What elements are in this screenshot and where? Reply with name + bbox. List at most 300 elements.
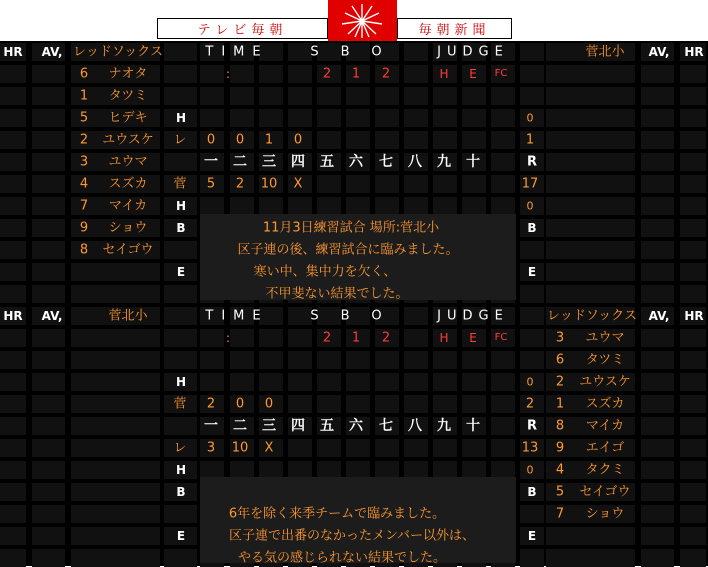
board-lamp-cell: [32, 461, 65, 479]
balls-label: B: [176, 221, 186, 235]
sbo-count: 2: [381, 66, 391, 82]
board-lamp-cell: [546, 263, 635, 281]
board-lamp-cell: [164, 43, 197, 61]
player-name: ナオタ: [108, 66, 148, 82]
balls-label: B: [527, 221, 537, 235]
inning-label: 四: [291, 154, 305, 170]
judge-label: JUDGE: [437, 44, 509, 60]
inning-score: 10: [260, 176, 278, 192]
av-label: AV,: [648, 309, 670, 323]
board-lamp-cell: [71, 549, 160, 567]
board-lamp-cell: [288, 65, 312, 83]
inning-label: 三: [262, 418, 276, 434]
board-lamp-cell: [491, 439, 515, 457]
batting-order-number: 6: [79, 66, 89, 82]
player-name: タツミ: [585, 352, 625, 368]
judge-indicator: H: [439, 331, 449, 345]
board-lamp-cell: [0, 439, 26, 457]
board-lamp-cell: [32, 109, 65, 127]
board-lamp-cell: [346, 131, 370, 149]
board-lamp-cell: [641, 351, 674, 369]
board-lamp-cell: [433, 351, 457, 369]
board-lamp-cell: [680, 131, 706, 149]
hits-count: 0: [526, 111, 534, 125]
board-lamp-cell: [71, 483, 160, 501]
board-lamp-cell: [32, 483, 65, 501]
board-lamp-cell: [546, 109, 635, 127]
board-lamp-cell: [404, 43, 428, 61]
board-lamp-cell: [0, 505, 26, 523]
board-lamp-cell: [230, 373, 254, 391]
board-lamp-cell: [491, 197, 515, 215]
inning-score: 1: [264, 132, 274, 148]
batting-order-number: 7: [79, 198, 89, 214]
board-lamp-cell: [259, 329, 283, 347]
board-lamp-cell: [32, 351, 65, 369]
board-lamp-cell: [164, 153, 197, 171]
board-lamp-cell: [164, 241, 197, 259]
board-lamp-cell: [641, 439, 674, 457]
board-lamp-cell: [200, 373, 224, 391]
board-lamp-cell: [0, 175, 26, 193]
board-lamp-cell: [641, 109, 674, 127]
message-line: 区子連の後、練習試合に臨みました。: [237, 242, 459, 258]
runs-label: R: [526, 154, 538, 170]
board-lamp-cell: [680, 373, 706, 391]
board-lamp-cell: [641, 65, 674, 83]
board-lamp-cell: [491, 417, 515, 435]
board-lamp-cell: [680, 153, 706, 171]
board-lamp-cell: [680, 285, 706, 303]
board-lamp-cell: [680, 65, 706, 83]
board-lamp-cell: [346, 109, 370, 127]
player-name: ショウ: [108, 220, 148, 236]
batting-order-number: 8: [555, 418, 565, 434]
team-abbr: レ: [173, 440, 187, 456]
board-lamp-cell: [404, 307, 428, 325]
board-lamp-cell: [546, 219, 635, 237]
banner-left: テレビ毎朝: [157, 18, 328, 39]
board-lamp-cell: [0, 153, 26, 171]
board-lamp-cell: [404, 131, 428, 149]
board-lamp-cell: [32, 175, 65, 193]
board-lamp-cell: [164, 417, 197, 435]
board-lamp-cell: [230, 329, 254, 347]
hr-label: HR: [3, 309, 23, 323]
board-lamp-cell: [317, 351, 341, 369]
board-lamp-cell: [520, 505, 544, 523]
inning-label: 七: [379, 154, 393, 170]
board-lamp-cell: [0, 329, 26, 347]
player-name: ショウ: [585, 506, 625, 522]
board-lamp-cell: [317, 175, 341, 193]
board-lamp-cell: [462, 109, 486, 127]
time-colon: :: [225, 67, 231, 81]
board-lamp-cell: [0, 461, 26, 479]
player-name: ユウスケ: [102, 132, 154, 148]
board-lamp-cell: [641, 505, 674, 523]
sbo-count: 2: [322, 330, 332, 346]
board-lamp-cell: [71, 329, 160, 347]
board-lamp-cell: [375, 351, 399, 369]
board-lamp-cell: [546, 549, 635, 567]
board-lamp-cell: [32, 153, 65, 171]
inning-score: 3: [206, 440, 216, 456]
team-abbr: レ: [173, 132, 187, 148]
board-lamp-cell: [346, 373, 370, 391]
board-lamp-cell: [71, 505, 160, 523]
board-lamp-cell: [0, 131, 26, 149]
board-lamp-cell: [317, 439, 341, 457]
board-lamp-cell: [520, 87, 544, 105]
sbo-count: 1: [351, 330, 361, 346]
inning-score: 0: [264, 396, 274, 412]
message-line: 11月3日練習試合 場所:菅北小: [262, 220, 440, 236]
player-name: ヒデキ: [108, 110, 148, 126]
team-abbr: 菅: [173, 176, 187, 192]
board-lamp-cell: [32, 527, 65, 545]
batting-order-number: 1: [555, 396, 565, 412]
board-lamp-cell: [546, 175, 635, 193]
board-lamp-cell: [641, 527, 674, 545]
board-lamp-cell: [462, 373, 486, 391]
errors-label: E: [527, 265, 537, 279]
inning-label: 六: [349, 154, 363, 170]
hr-label: HR: [684, 45, 704, 59]
board-lamp-cell: [404, 65, 428, 83]
board-lamp-cell: [346, 175, 370, 193]
board-lamp-cell: [71, 263, 160, 281]
board-lamp-cell: [491, 109, 515, 127]
inning-score: X: [264, 440, 274, 456]
board-lamp-cell: [375, 395, 399, 413]
player-name: タツミ: [108, 88, 148, 104]
board-lamp-cell: [491, 153, 515, 171]
board-lamp-cell: [288, 109, 312, 127]
player-name: タクミ: [585, 462, 625, 478]
board-lamp-cell: [32, 395, 65, 413]
board-lamp-cell: [0, 241, 26, 259]
runs-total: 13: [521, 440, 539, 456]
board-lamp-cell: [641, 131, 674, 149]
board-lamp-cell: [520, 307, 544, 325]
board-lamp-cell: [680, 549, 706, 567]
board-lamp-cell: [288, 329, 312, 347]
scoreboard: [0, 41, 708, 566]
board-lamp-cell: [404, 109, 428, 127]
board-lamp-cell: [0, 549, 26, 567]
board-lamp-cell: [164, 285, 197, 303]
board-lamp-cell: [433, 197, 457, 215]
inning-label: 五: [320, 418, 334, 434]
board-lamp-cell: [491, 87, 515, 105]
board-lamp-cell: [433, 109, 457, 127]
board-lamp-cell: [680, 241, 706, 259]
board-lamp-cell: [0, 395, 26, 413]
board-lamp-cell: [32, 241, 65, 259]
board-lamp-cell: [404, 329, 428, 347]
batting-order-number: 3: [79, 154, 89, 170]
board-lamp-cell: [641, 263, 674, 281]
hits-count: 0: [526, 463, 534, 477]
board-lamp-cell: [546, 87, 635, 105]
hits-label: H: [175, 463, 187, 477]
board-lamp-cell: [680, 527, 706, 545]
board-lamp-cell: [433, 131, 457, 149]
board-lamp-cell: [641, 87, 674, 105]
board-lamp-cell: [520, 329, 544, 347]
player-name: スズカ: [585, 396, 625, 412]
av-label: AV,: [648, 45, 670, 59]
board-lamp-cell: [680, 461, 706, 479]
board-lamp-cell: [288, 351, 312, 369]
balls-label: B: [176, 485, 186, 499]
home-team-name: レッドソックス: [546, 308, 638, 324]
board-lamp-cell: [0, 351, 26, 369]
player-name: マイカ: [108, 198, 148, 214]
board-lamp-cell: [375, 197, 399, 215]
message-line: 不甲斐ない結果でした。: [265, 286, 409, 302]
board-lamp-cell: [71, 527, 160, 545]
board-lamp-cell: [641, 329, 674, 347]
inning-score: 0: [235, 396, 245, 412]
inning-score: 0: [206, 132, 216, 148]
board-lamp-cell: [317, 395, 341, 413]
board-lamp-cell: [317, 109, 341, 127]
board-lamp-cell: [680, 219, 706, 237]
board-lamp-cell: [288, 439, 312, 457]
runs-total: 17: [521, 176, 539, 192]
board-lamp-cell: [317, 131, 341, 149]
board-lamp-cell: [491, 373, 515, 391]
board-lamp-cell: [32, 505, 65, 523]
board-lamp-cell: [546, 197, 635, 215]
player-name: セイゴウ: [579, 484, 631, 500]
board-lamp-cell: [32, 439, 65, 457]
player-name: ユウスケ: [579, 374, 631, 390]
board-lamp-cell: [200, 329, 224, 347]
board-lamp-cell: [200, 65, 224, 83]
board-lamp-cell: [346, 351, 370, 369]
board-lamp-cell: [491, 351, 515, 369]
board-lamp-cell: [680, 197, 706, 215]
board-lamp-cell: [259, 65, 283, 83]
board-lamp-cell: [346, 87, 370, 105]
batting-order-number: 9: [555, 440, 565, 456]
board-lamp-cell: [520, 285, 544, 303]
home-team-name: 菅北小: [585, 44, 625, 60]
board-lamp-cell: [230, 87, 254, 105]
board-lamp-cell: [71, 461, 160, 479]
hits-label: H: [175, 199, 187, 213]
board-lamp-cell: [375, 87, 399, 105]
board-lamp-cell: [641, 153, 674, 171]
board-lamp-cell: [32, 285, 65, 303]
board-lamp-cell: [375, 131, 399, 149]
board-lamp-cell: [71, 395, 160, 413]
runs-total: 1: [525, 132, 535, 148]
board-lamp-cell: [404, 395, 428, 413]
board-lamp-cell: [520, 65, 544, 83]
board-lamp-cell: [462, 351, 486, 369]
hits-label: H: [175, 375, 187, 389]
board-lamp-cell: [288, 87, 312, 105]
batting-order-number: 6: [555, 352, 565, 368]
inning-label: 四: [291, 418, 305, 434]
board-lamp-cell: [680, 263, 706, 281]
board-lamp-cell: [0, 219, 26, 237]
runs-label: R: [526, 418, 538, 434]
batting-order-number: 2: [79, 132, 89, 148]
team-abbr: 菅: [173, 396, 187, 412]
board-lamp-cell: [230, 109, 254, 127]
board-lamp-cell: [164, 87, 197, 105]
board-lamp-cell: [317, 87, 341, 105]
hr-label: HR: [684, 309, 704, 323]
judge-indicator: FC: [494, 332, 508, 343]
board-lamp-cell: [0, 527, 26, 545]
board-lamp-cell: [680, 483, 706, 501]
board-lamp-cell: [32, 87, 65, 105]
board-lamp-cell: [404, 87, 428, 105]
board-lamp-cell: [288, 373, 312, 391]
board-lamp-cell: [641, 373, 674, 391]
fireworks-logo: [328, 0, 397, 41]
sbo-count: 1: [351, 66, 361, 82]
board-lamp-cell: [375, 175, 399, 193]
board-lamp-cell: [200, 109, 224, 127]
board-lamp-cell: [641, 219, 674, 237]
errors-label: E: [176, 529, 186, 543]
board-lamp-cell: [462, 131, 486, 149]
board-lamp-cell: [680, 351, 706, 369]
inning-label: 九: [437, 418, 451, 434]
board-lamp-cell: [346, 439, 370, 457]
hits-count: 0: [526, 199, 534, 213]
av-label: AV,: [41, 309, 63, 323]
inning-label: 三: [262, 154, 276, 170]
batting-order-number: 9: [79, 220, 89, 236]
board-lamp-cell: [520, 549, 544, 567]
inning-score: 5: [206, 176, 216, 192]
judge-indicator: H: [439, 67, 449, 81]
board-lamp-cell: [546, 285, 635, 303]
player-name: スズカ: [108, 176, 148, 192]
inning-score: 0: [293, 132, 303, 148]
board-lamp-cell: [230, 351, 254, 369]
board-lamp-cell: [641, 175, 674, 193]
board-lamp-cell: [346, 197, 370, 215]
message-line: 6年を除く来季チームで臨みました。: [228, 506, 446, 522]
board-lamp-cell: [546, 241, 635, 259]
board-lamp-cell: [462, 197, 486, 215]
board-lamp-cell: [404, 197, 428, 215]
board-lamp-cell: [680, 175, 706, 193]
board-lamp-cell: [32, 219, 65, 237]
board-lamp-cell: [164, 351, 197, 369]
runs-total: 2: [525, 396, 535, 412]
visitor-team-name: 菅北小: [108, 308, 148, 324]
hr-label: HR: [3, 45, 23, 59]
board-lamp-cell: [288, 307, 312, 325]
board-lamp-cell: [32, 263, 65, 281]
batting-order-number: 4: [79, 176, 89, 192]
inning-label: 五: [320, 154, 334, 170]
board-lamp-cell: [0, 285, 26, 303]
board-lamp-cell: [641, 417, 674, 435]
inning-label: 一: [204, 418, 218, 434]
board-lamp-cell: [317, 373, 341, 391]
board-lamp-cell: [641, 285, 674, 303]
hits-count: 0: [526, 375, 534, 389]
sbo-label: SBO: [310, 44, 404, 60]
board-lamp-cell: [546, 527, 635, 545]
board-lamp-cell: [546, 65, 635, 83]
board-lamp-cell: [32, 197, 65, 215]
board-lamp-cell: [520, 241, 544, 259]
board-lamp-cell: [491, 131, 515, 149]
board-lamp-cell: [259, 373, 283, 391]
board-lamp-cell: [641, 549, 674, 567]
board-lamp-cell: [0, 263, 26, 281]
board-lamp-cell: [680, 505, 706, 523]
board-lamp-cell: [0, 197, 26, 215]
board-lamp-cell: [32, 131, 65, 149]
inning-score: X: [293, 176, 303, 192]
message-line: 寒い中、集中力を欠く、: [253, 264, 397, 280]
board-lamp-cell: [680, 439, 706, 457]
batting-order-number: 4: [555, 462, 565, 478]
board-lamp-cell: [288, 395, 312, 413]
message-line: 区子連で出番のなかったメンバー以外は、: [228, 528, 476, 544]
visitor-team-name: レッドソックス: [72, 44, 164, 60]
board-lamp-cell: [462, 175, 486, 193]
judge-label: JUDGE: [437, 308, 509, 324]
board-lamp-cell: [680, 329, 706, 347]
board-lamp-cell: [641, 461, 674, 479]
batting-order-number: 3: [555, 330, 565, 346]
board-lamp-cell: [317, 197, 341, 215]
board-lamp-cell: [462, 395, 486, 413]
board-lamp-cell: [230, 65, 254, 83]
board-lamp-cell: [32, 417, 65, 435]
board-lamp-cell: [462, 87, 486, 105]
board-lamp-cell: [680, 109, 706, 127]
board-lamp-cell: [520, 43, 544, 61]
board-lamp-cell: [288, 197, 312, 215]
board-lamp-cell: [164, 65, 197, 83]
board-lamp-cell: [520, 351, 544, 369]
player-name: エイゴ: [585, 440, 625, 456]
board-lamp-cell: [0, 373, 26, 391]
board-lamp-cell: [32, 549, 65, 567]
balls-label: B: [527, 485, 537, 499]
board-lamp-cell: [462, 439, 486, 457]
board-lamp-cell: [680, 87, 706, 105]
batting-order-number: 8: [79, 242, 89, 258]
board-lamp-cell: [259, 87, 283, 105]
board-lamp-cell: [404, 175, 428, 193]
judge-indicator: E: [469, 67, 477, 81]
batting-order-number: 1: [79, 88, 89, 104]
board-lamp-cell: [200, 197, 224, 215]
batting-order-number: 5: [79, 110, 89, 126]
board-lamp-cell: [0, 109, 26, 127]
board-lamp-cell: [404, 351, 428, 369]
board-lamp-cell: [230, 197, 254, 215]
player-name: ユウマ: [585, 330, 625, 346]
hits-label: H: [175, 111, 187, 125]
